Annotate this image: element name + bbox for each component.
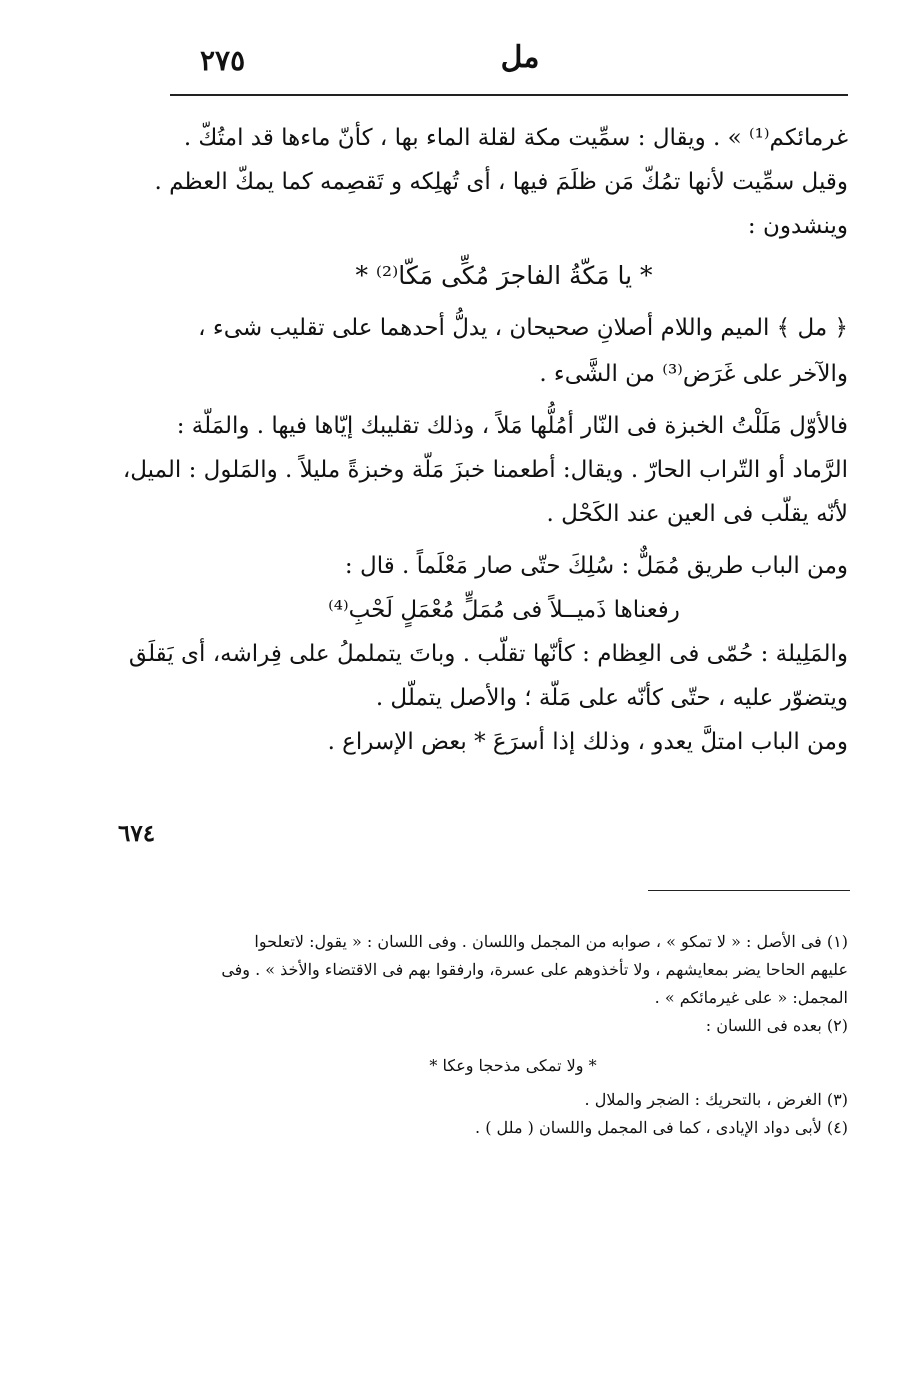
footnote-line: عليهم الحاحا يضر بمعايشهم ، ولا تأخذوهم على عسرة، وارفقوا بهم فى الاقتضاء والأخذ » . وفى [221,960,848,979]
main-text [122,118,848,766]
text-line: لأنّه يقلّب فى العين عند الكَحْل . [546,501,848,527]
text-line: والمَلِيلة : حُمّى فى العِظام : كأنّها تقلّب . وباتَ يتململُ على فِراشه، أى يَقلَق [128,641,848,667]
footnote-line: المجمل: « على غيرمائكم » . [654,988,848,1007]
text-line: فالأوّل مَلَلْتُ الخبزة فى النّار أمُلُّها مَلاً ، وذلك تقليبك إيّاها فيها . والمَلّة : [176,413,848,439]
verse-line: رفعناها ذَميــلاً فى مُمَلٍّ مُعْمَلٍ لَحْبِ⁽⁴⁾ [328,597,680,623]
text-line: والآخر على غَرَض⁽³⁾ من الشَّىء . [539,361,848,387]
text-line: وقيل سمِّيت لأنها تمُكّ مَن ظلَمَ فيها ، أى تُهلِكه و تَقصِمه كما يمكّ العظم . [154,169,848,195]
footnotes [178,928,848,1142]
footnote-verse: * ولا تمكى مذحجا وعكا * [429,1056,597,1075]
footnote-line: (٢) بعده فى اللسان : [705,1016,848,1035]
root-entry-heading: ﴿ مل ﴾ الميم واللام أصلانِ صحيحان ، يدلُّ أحدهما على تقليب شىء ، [198,315,848,341]
text-line: ويتضوّر عليه ، حتّى كأنّه على مَلّة ؛ والأصل يتملّل . [375,685,848,711]
verse-line: * يا مَكّةُ الفاجرَ مُكِّى مَكّا⁽²⁾ * [355,261,653,290]
running-head-title: مل [500,40,540,75]
margin-page-number: ٦٧٤ [118,820,156,847]
text-line: الرَّماد أو التّراب الحارّ . ويقال: أطعمنا خبزَ مَلّة وخبزةً مليلاً . والمَلول : الميل، [122,457,848,483]
page-number: ٢٧٥ [200,44,246,77]
text-line: ومن الباب طريق مُمَلٌّ : سُلِكَ حتّى صار مَعْلَماً . قال : [344,553,848,579]
footnote-line: (٣) الغرض ، بالتحريك : الضجر والملال . [584,1090,848,1109]
header-divider [170,94,848,96]
footnote-line: (١) فى الأصل : « لا تمكو » ، صوابه من المجمل واللسان . وفى اللسان : « يقول: لاتعلحوا [254,932,848,951]
footnote-divider [648,890,850,891]
footnote-line: (٤) لأبى دواد الإيادى ، كما فى المجمل واللسان ( ملل ) . [475,1118,848,1137]
text-line: غرمائكم⁽¹⁾ » . ويقال : سمِّيت مكة لقلة الماء بها ، كأنّ ماءها قد امتُكّ . [183,125,848,151]
text-line: ومن الباب امتلَّ يعدو ، وذلك إذا أسرَعَ * بعض الإسراع . [327,729,848,755]
text-line: وينشدون : [747,213,848,239]
